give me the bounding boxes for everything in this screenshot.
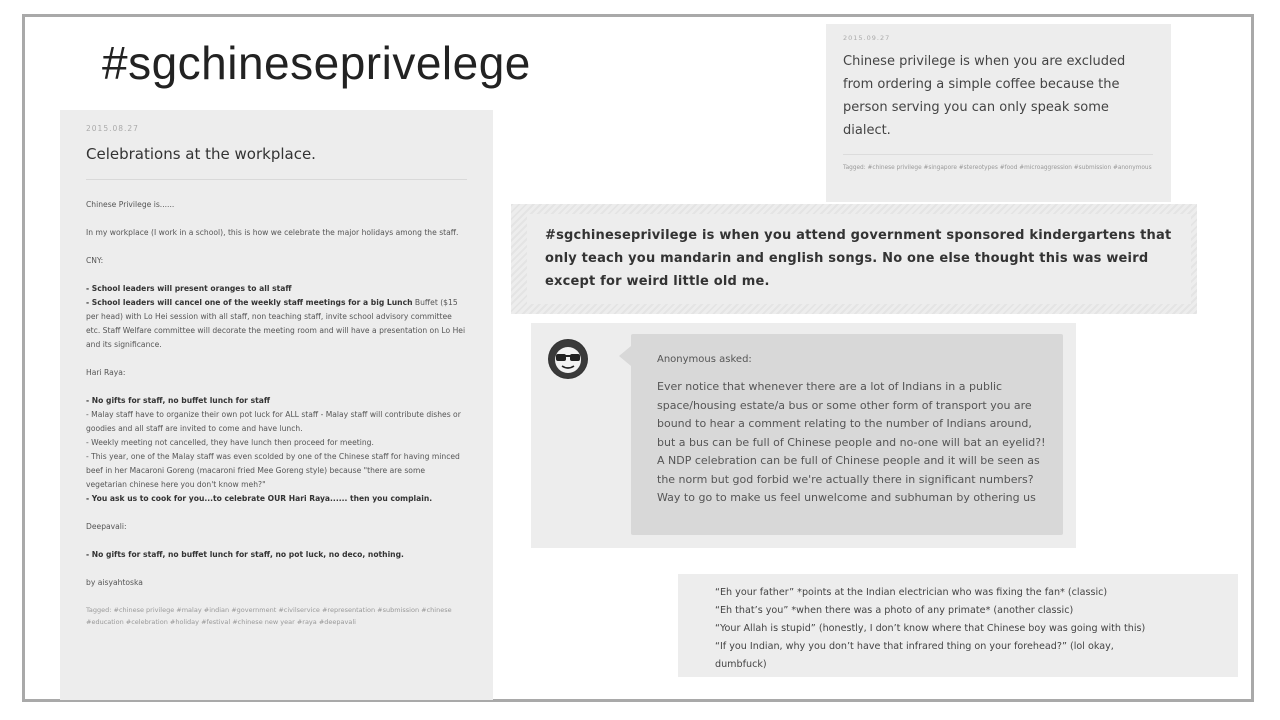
- post-tags: Tagged: #chinese privilege #malay #indian #government #civilservice #representation #submission #chinese #education #celebration #holiday #festival #chinese new year #raya #deepavali: [86, 606, 452, 626]
- quote-line: “Eh your father” *points at the Indian electrician who was fixing the fan* (classic): [715, 587, 1108, 598]
- post-byline: by aisyahtoska: [86, 578, 143, 587]
- section-heading-deepavali: Deepavali:: [86, 522, 127, 531]
- hari-raya-item: - This year, one of the Malay staff was even scolded by one of the Chinese staff for having minced beef in her Macaroni Goreng (macaroni fried Mee Goreng style) because "there are some vegetarian chinese here you don't know meh?": [86, 452, 460, 489]
- deepavali-item: - No gifts for staff, no buffet lunch for staff, no pot luck, no deco, nothing.: [86, 550, 404, 559]
- post-text: Chinese privilege is when you are excluded from ordering a simple coffee because the person serving you can only speak some dialect.: [843, 50, 1153, 155]
- hari-raya-item: - Malay staff have to organize their own pot luck for ALL staff - Malay staff will contribute dishes or goodies and all staff are invited to come and have lunch.: [86, 410, 461, 433]
- post-context: In my workplace (I work in a school), this is how we celebrate the major holidays among the staff.: [86, 228, 459, 237]
- sunglasses-face-icon: [548, 339, 588, 379]
- cny-item: - School leaders will present oranges to all staff: [86, 284, 292, 293]
- quote-line: dumbfuck): [715, 659, 767, 670]
- slide-heading: #sgchineseprivelege: [102, 37, 531, 89]
- blog-post-coffee: [826, 24, 1171, 202]
- cny-item-detail: Buffet ($15 per head) with Lo Hei session with all staff, non teaching staff, invite school advisory committee etc. Staff Welfare committee will decorate the meeting room and will have a presentation on Lo Hei and its significance.: [86, 298, 466, 349]
- quote-line: “If you Indian, why you don’t have that infrared thing on your forehead?” (lol okay,: [715, 641, 1114, 652]
- quote-line: “Your Allah is stupid” (honestly, I don’t know where that Chinese boy was going with this): [715, 623, 1146, 634]
- hari-raya-item: - No gifts for staff, no buffet lunch for staff: [86, 396, 270, 405]
- cny-item: - School leaders will cancel one of the weekly staff meetings for a big Lunch: [86, 298, 413, 307]
- section-heading-cny: CNY:: [86, 256, 104, 265]
- section-heading-hari-raya: Hari Raya:: [86, 368, 126, 377]
- quote-line: “Eh that’s you” *when there was a photo of any primate* (another classic): [715, 605, 1074, 616]
- post-tags: Tagged: #chinese privilege #singapore #stereotypes #food #microaggression #submission #anonymous: [843, 165, 1152, 171]
- post-date: 2015.08.27: [86, 124, 139, 133]
- post-body: [86, 198, 467, 590]
- asker-label: Anonymous asked:: [657, 354, 752, 365]
- post-intro: Chinese Privilege is......: [86, 200, 175, 209]
- question-text: Ever notice that whenever there are a lot of Indians in a public space/housing estate/a bus or some other form of transport you are bound to hear a comment relating to the number of Indians around, but a bus can be full of Chinese people and no-one will bat an eyelid?! A NDP celebration can be full of Chinese people and it will be seen as the norm but god forbid we're actually there in significant numbers? Way to go to make us feel unwelcome and subhuman by othering us: [657, 380, 1046, 504]
- quotes-post: [678, 574, 1238, 677]
- hari-raya-item: - You ask us to cook for you...to celebrate OUR Hari Raya...... then you complain.: [86, 494, 433, 503]
- post-title: Celebrations at the workplace.: [86, 145, 467, 180]
- blog-post-celebrations: [60, 110, 493, 700]
- avatar: [548, 339, 588, 379]
- blog-post-kindergarten: [511, 204, 1197, 314]
- hari-raya-item: - Weekly meeting not cancelled, they have lunch then proceed for meeting.: [86, 438, 374, 447]
- post-text: #sgchineseprivilege is when you attend government sponsored kindergartens that only teach you mandarin and english songs. No one else thought this was weird except for weird little old me.: [545, 228, 1172, 289]
- post-date: 2015.09.27: [843, 34, 891, 42]
- question-bubble: [631, 334, 1063, 535]
- ask-post: [531, 323, 1076, 548]
